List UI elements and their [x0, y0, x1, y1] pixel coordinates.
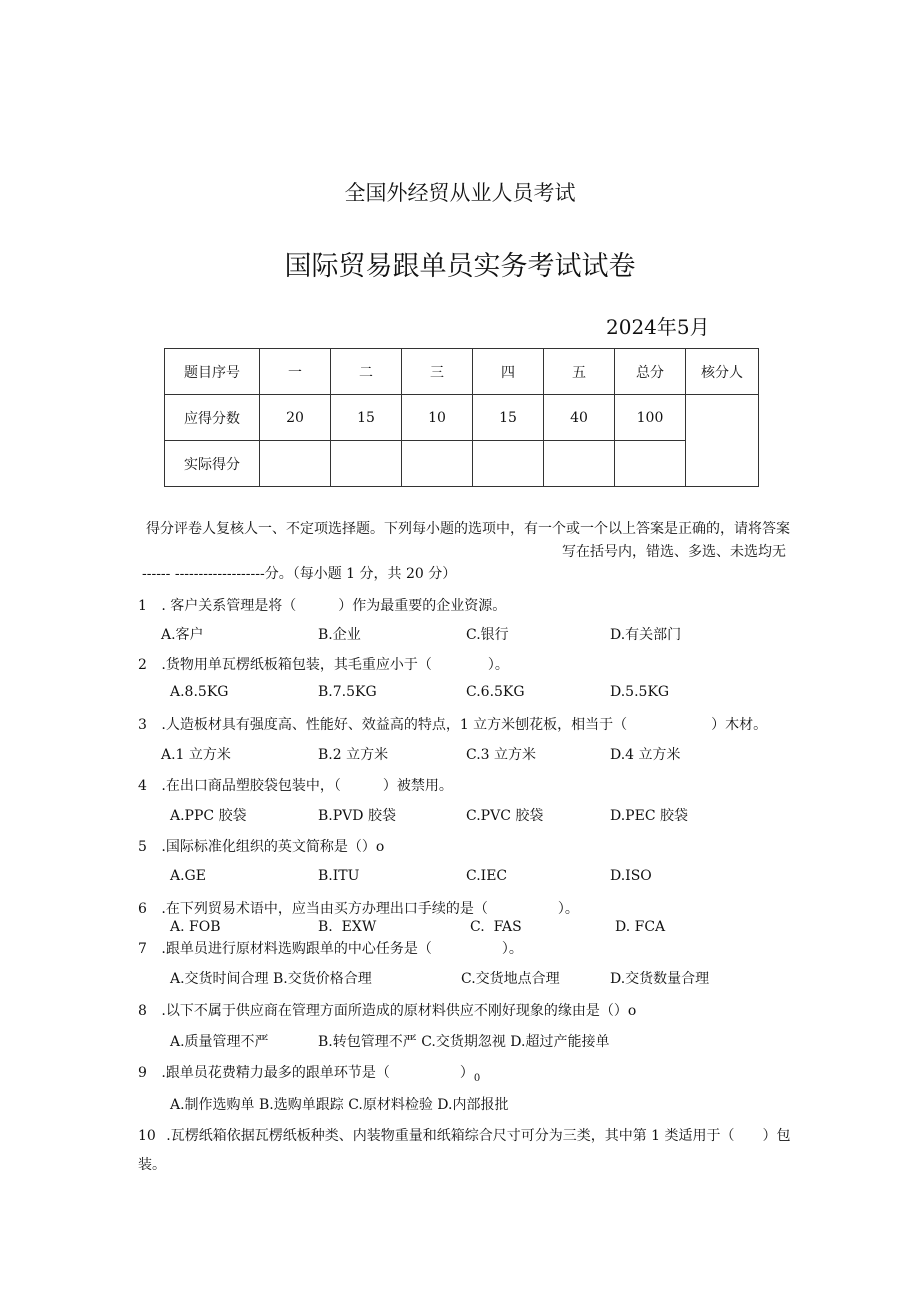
header-cell-question-number: 题目序号	[165, 349, 260, 395]
actual-score-5[interactable]	[544, 441, 615, 487]
q6-option-c[interactable]: C. FAS	[470, 919, 522, 935]
actual-score-2[interactable]	[331, 441, 402, 487]
max-score-label: 应得分数	[165, 395, 260, 441]
q7-option-c[interactable]: C.交货地点合理	[461, 971, 560, 987]
question-5	[138, 836, 384, 856]
question-8	[138, 1000, 636, 1020]
q1-option-c[interactable]: C.银行	[466, 627, 509, 643]
header-cell-reviewer: 核分人	[686, 349, 759, 395]
actual-score-4[interactable]	[473, 441, 544, 487]
question-text: .货物用单瓦楞纸板箱包装，其毛重应小于（ ）。	[161, 657, 509, 673]
header-cell-3: 三	[402, 349, 473, 395]
q5-option-b[interactable]: B.ITU	[318, 868, 360, 884]
question-text: .跟单员花费精力最多的跟单环节是（ ）	[161, 1065, 474, 1081]
q6-option-a[interactable]: A. FOB	[170, 919, 221, 935]
question-2	[138, 654, 509, 674]
max-score-4: 15	[473, 395, 544, 441]
score-table-max-row	[165, 395, 759, 441]
q4-option-a[interactable]: A.PPC 胶袋	[170, 808, 247, 824]
actual-score-3[interactable]	[402, 441, 473, 487]
max-score-5: 40	[544, 395, 615, 441]
q2-option-b[interactable]: B.7.5KG	[318, 684, 377, 700]
max-score-2: 15	[331, 395, 402, 441]
exam-title: 国际贸易跟单员实务考试试卷	[284, 251, 636, 282]
question-number: 7	[138, 941, 147, 957]
question-number: 9	[138, 1065, 147, 1081]
q2-option-c[interactable]: C.6.5KG	[466, 684, 525, 700]
q3-option-b[interactable]: B.2 立方米	[318, 747, 389, 763]
question-number: 4	[138, 778, 147, 794]
actual-score-label: 实际得分	[165, 441, 260, 487]
q5-option-c[interactable]: C.IEC	[466, 868, 508, 884]
question-text: .跟单员进行原材料选购跟单的中心任务是（ ）。	[161, 941, 523, 957]
header-cell-1: 一	[260, 349, 331, 395]
question-number: 1	[138, 598, 147, 614]
q4-option-c[interactable]: C.PVC 胶袋	[466, 808, 544, 824]
q4-option-b[interactable]: B.PVD 胶袋	[318, 808, 396, 824]
reviewer-cell[interactable]	[686, 395, 759, 487]
q8-option-bcd[interactable]: B.转包管理不严 C.交货期忽视 D.超过产能接单	[318, 1034, 610, 1050]
q7-option-d[interactable]: D.交货数量合理	[610, 971, 710, 987]
score-table	[164, 348, 759, 487]
exam-date: 2024年5月	[606, 315, 710, 339]
question-number: 3	[138, 717, 147, 733]
q3-option-d[interactable]: D.4 立方米	[610, 747, 681, 763]
question-number: 5	[138, 839, 147, 855]
score-table-header-row	[165, 349, 759, 395]
question-text: .瓦楞纸箱依据瓦楞纸板种类、内装物重量和纸箱综合尺寸可分为三类，其中第 1 类适用于（ ）包	[166, 1128, 791, 1144]
q7-option-ab[interactable]: A.交货时间合理 B.交货价格合理	[170, 971, 372, 987]
question-3	[138, 714, 767, 734]
q2-option-a[interactable]: A.8.5KG	[170, 684, 229, 700]
question-number: 8	[138, 1003, 147, 1019]
question-6	[138, 898, 579, 918]
question-1	[138, 595, 506, 615]
max-score-total: 100	[615, 395, 686, 441]
question-text: .人造板材具有强度高、性能好、效益高的特点，1 立方米刨花板，相当于（ ）木材。	[161, 717, 768, 733]
actual-score-total[interactable]	[615, 441, 686, 487]
max-score-3: 10	[402, 395, 473, 441]
q6-option-d[interactable]: D. FCA	[615, 919, 666, 935]
question-text: .以下不属于供应商在管理方面所造成的原材料供应不刚好现象的缘由是（）o	[161, 1003, 637, 1019]
q1-option-a[interactable]: A.客户	[161, 627, 204, 643]
score-table-actual-row	[165, 441, 759, 487]
header-cell-2: 二	[331, 349, 402, 395]
q9-options[interactable]: A.制作选购单 B.选购单跟踪 C.原材料检验 D.内部报批	[170, 1097, 509, 1113]
question-suffix: 0	[473, 1073, 481, 1084]
q3-option-a[interactable]: A.1 立方米	[161, 747, 231, 763]
question-text: .在下列贸易术语中，应当由买方办理出口手续的是（ ）。	[161, 901, 579, 917]
question-number: 6	[138, 901, 147, 917]
question-text: .在出口商品塑胶袋包装中，（ ）被禁用。	[161, 778, 453, 794]
q1-option-d[interactable]: D.有关部门	[610, 627, 682, 643]
q1-option-b[interactable]: B.企业	[318, 627, 361, 643]
max-score-1: 20	[260, 395, 331, 441]
section-intro-line2: 写在括号内，错选、多选、未选均无	[562, 544, 786, 560]
question-9	[138, 1062, 480, 1084]
q2-option-d[interactable]: D.5.5KG	[610, 684, 670, 700]
question-10	[138, 1125, 791, 1145]
header-cell-total: 总分	[615, 349, 686, 395]
header-cell-4: 四	[473, 349, 544, 395]
section-intro-line3: ------ -------------------分。（每小题 1 分，共 20 分）	[142, 566, 457, 582]
question-4	[138, 775, 453, 795]
question-text: . 客户关系管理是将（ ）作为最重要的企业资源。	[161, 598, 507, 614]
question-text: .国际标准化组织的英文简称是（）o	[161, 839, 385, 855]
actual-score-1[interactable]	[260, 441, 331, 487]
q6-option-b[interactable]: B. EXW	[318, 919, 377, 935]
header-cell-5: 五	[544, 349, 615, 395]
exam-subtitle: 全国外经贸从业人员考试	[344, 181, 576, 205]
question-number: 2	[138, 657, 147, 673]
q5-option-d[interactable]: D.ISO	[610, 868, 652, 884]
q3-option-c[interactable]: C.3 立方米	[466, 747, 537, 763]
q4-option-d[interactable]: D.PEC 胶袋	[610, 808, 688, 824]
question-number: 10	[138, 1128, 156, 1144]
q8-option-a[interactable]: A.质量管理不严	[170, 1034, 269, 1050]
question-7	[138, 938, 523, 958]
question-10-continuation: 装。	[138, 1157, 166, 1173]
q5-option-a[interactable]: A.GE	[170, 868, 206, 884]
section-intro-line1: 得分评卷人复核人一、不定项选择题。下列每小题的选项中，有一个或一个以上答案是正确的，请将答案	[146, 521, 790, 537]
